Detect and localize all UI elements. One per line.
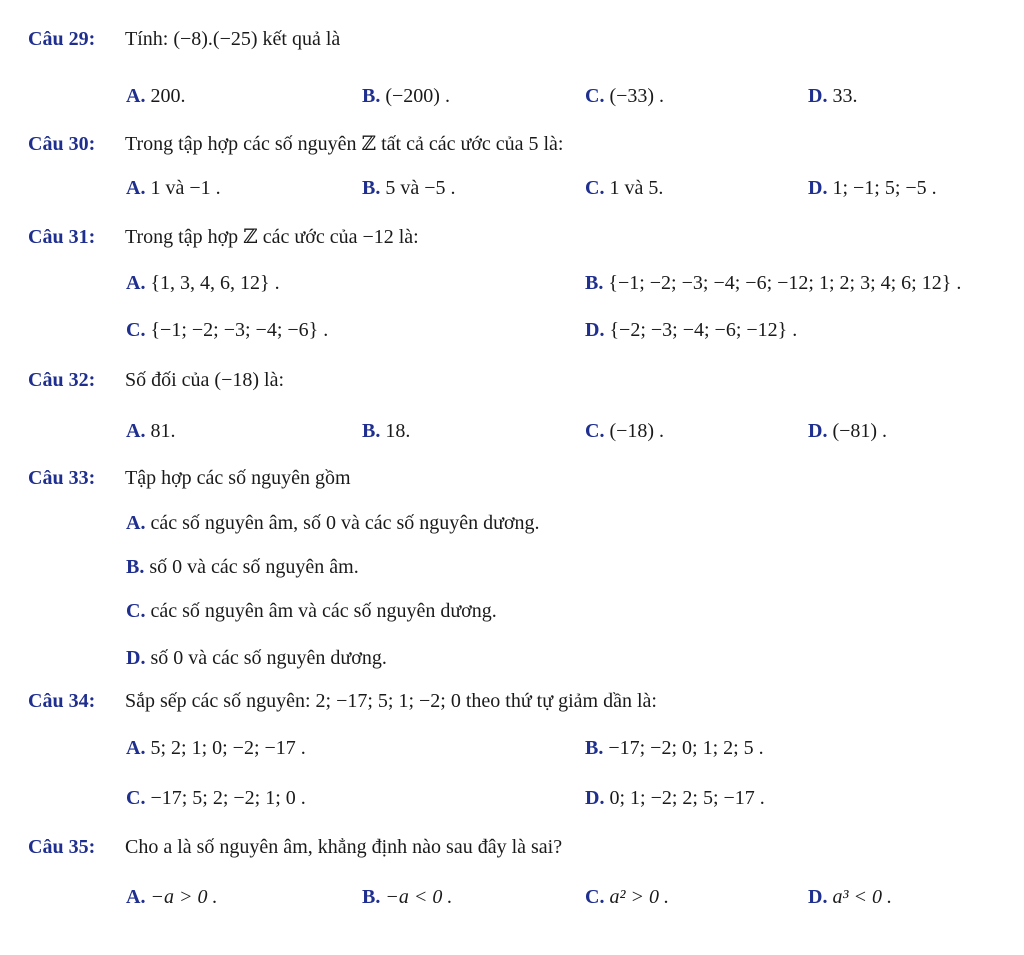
option-letter: A. — [126, 886, 146, 908]
option-text: {1, 3, 4, 6, 12} . — [150, 272, 280, 294]
option-letter: A. — [126, 272, 146, 294]
option-29-d[interactable] — [808, 83, 857, 109]
option-text: 81. — [150, 420, 176, 442]
option-text: 33. — [832, 85, 858, 107]
option-letter: B. — [362, 886, 381, 908]
option-35-a[interactable] — [126, 884, 217, 910]
option-29-a[interactable] — [126, 83, 185, 109]
option-32-d[interactable] — [808, 418, 887, 444]
question-text: Số đối của (−18) là: — [125, 369, 285, 391]
question-text: Tính: (−8).(−25) kết quả là — [125, 28, 341, 50]
option-text: −17; −2; 0; 1; 2; 5 . — [608, 737, 764, 759]
option-text: 5 và −5 . — [385, 177, 456, 199]
question-text: Tập hợp các số nguyên gồm — [125, 467, 351, 489]
option-text: 200. — [150, 85, 186, 107]
option-text: −17; 5; 2; −2; 1; 0 . — [150, 787, 306, 809]
question-label: Câu 33: — [28, 467, 96, 489]
question-29 — [28, 26, 340, 52]
option-letter: C. — [585, 886, 605, 908]
question-label: Câu 30: — [28, 133, 96, 155]
option-text: 5; 2; 1; 0; −2; −17 . — [150, 737, 306, 759]
option-letter: B. — [585, 272, 604, 294]
question-label: Câu 35: — [28, 836, 96, 858]
option-letter: D. — [808, 420, 828, 442]
option-text: (−81) . — [832, 420, 888, 442]
question-label: Câu 34: — [28, 690, 96, 712]
option-34-c[interactable] — [126, 785, 306, 811]
option-34-b[interactable] — [585, 735, 764, 761]
option-letter: C. — [585, 420, 605, 442]
option-33-c[interactable] — [126, 598, 497, 624]
option-letter: C. — [126, 600, 146, 622]
option-31-d[interactable] — [585, 317, 797, 343]
option-text: −a < 0 . — [385, 886, 453, 908]
question-text: Sắp sếp các số nguyên: 2; −17; 5; 1; −2; 0 theo thứ tự giảm dần là: — [125, 690, 657, 712]
option-30-a[interactable] — [126, 175, 221, 201]
option-text: 1 và −1 . — [150, 177, 221, 199]
option-34-a[interactable] — [126, 735, 306, 761]
option-text: {−1; −2; −3; −4; −6} . — [150, 319, 329, 341]
option-letter: A. — [126, 85, 146, 107]
option-letter: A. — [126, 512, 146, 534]
option-35-b[interactable] — [362, 884, 452, 910]
option-text: số 0 và các số nguyên dương. — [150, 647, 387, 669]
option-29-c[interactable] — [585, 83, 664, 109]
question-30 — [28, 131, 564, 157]
question-label: Câu 29: — [28, 28, 96, 50]
option-31-b[interactable] — [585, 270, 961, 296]
option-31-a[interactable] — [126, 270, 280, 296]
option-text: các số nguyên âm và các số nguyên dương. — [150, 600, 497, 622]
option-letter: A. — [126, 420, 146, 442]
question-33 — [28, 465, 351, 491]
option-32-b[interactable] — [362, 418, 410, 444]
option-letter: B. — [126, 556, 145, 578]
option-text: các số nguyên âm, số 0 và các số nguyên dương. — [150, 512, 540, 534]
option-letter: D. — [585, 319, 605, 341]
option-letter: B. — [585, 737, 604, 759]
question-text: Cho a là số nguyên âm, khẳng định nào sau đây là sai? — [125, 836, 563, 858]
question-35 — [28, 834, 562, 860]
option-29-b[interactable] — [362, 83, 450, 109]
option-30-c[interactable] — [585, 175, 663, 201]
option-33-b[interactable] — [126, 554, 359, 580]
option-32-c[interactable] — [585, 418, 664, 444]
option-letter: B. — [362, 420, 381, 442]
question-31 — [28, 224, 419, 250]
question-label: Câu 32: — [28, 369, 96, 391]
option-letter: B. — [362, 177, 381, 199]
option-35-c[interactable] — [585, 884, 669, 910]
option-31-c[interactable] — [126, 317, 328, 343]
option-33-d[interactable] — [126, 645, 387, 671]
option-32-a[interactable] — [126, 418, 175, 444]
option-text: {−2; −3; −4; −6; −12} . — [609, 319, 798, 341]
option-letter: B. — [362, 85, 381, 107]
option-33-a[interactable] — [126, 510, 540, 536]
question-34 — [28, 688, 657, 714]
option-35-d[interactable] — [808, 884, 892, 910]
option-text: {−1; −2; −3; −4; −6; −12; 1; 2; 3; 4; 6; 12} . — [608, 272, 962, 294]
option-text: −a > 0 . — [150, 886, 218, 908]
option-letter: C. — [126, 319, 146, 341]
question-text: Trong tập hợp các số nguyên ℤ tất cả các ước của 5 là: — [125, 133, 564, 155]
option-34-d[interactable] — [585, 785, 765, 811]
option-text: 1 và 5. — [609, 177, 664, 199]
option-letter: D. — [126, 647, 146, 669]
question-32 — [28, 367, 284, 393]
option-text: (−18) . — [609, 420, 665, 442]
option-letter: D. — [808, 85, 828, 107]
option-letter: A. — [126, 737, 146, 759]
option-letter: C. — [126, 787, 146, 809]
option-text: 18. — [385, 420, 411, 442]
option-letter: C. — [585, 177, 605, 199]
option-letter: C. — [585, 85, 605, 107]
option-text: a³ < 0 . — [832, 886, 892, 908]
option-text: a² > 0 . — [609, 886, 669, 908]
option-letter: D. — [808, 886, 828, 908]
option-text: số 0 và các số nguyên âm. — [149, 556, 359, 578]
question-text: Trong tập hợp ℤ các ước của −12 là: — [125, 226, 419, 248]
option-text: (−33) . — [609, 85, 665, 107]
option-30-d[interactable] — [808, 175, 937, 201]
option-text: (−200) . — [385, 85, 450, 107]
option-text: 1; −1; 5; −5 . — [832, 177, 937, 199]
option-text: 0; 1; −2; 2; 5; −17 . — [609, 787, 765, 809]
option-30-b[interactable] — [362, 175, 456, 201]
question-label: Câu 31: — [28, 226, 96, 248]
option-letter: A. — [126, 177, 146, 199]
option-letter: D. — [585, 787, 605, 809]
option-letter: D. — [808, 177, 828, 199]
